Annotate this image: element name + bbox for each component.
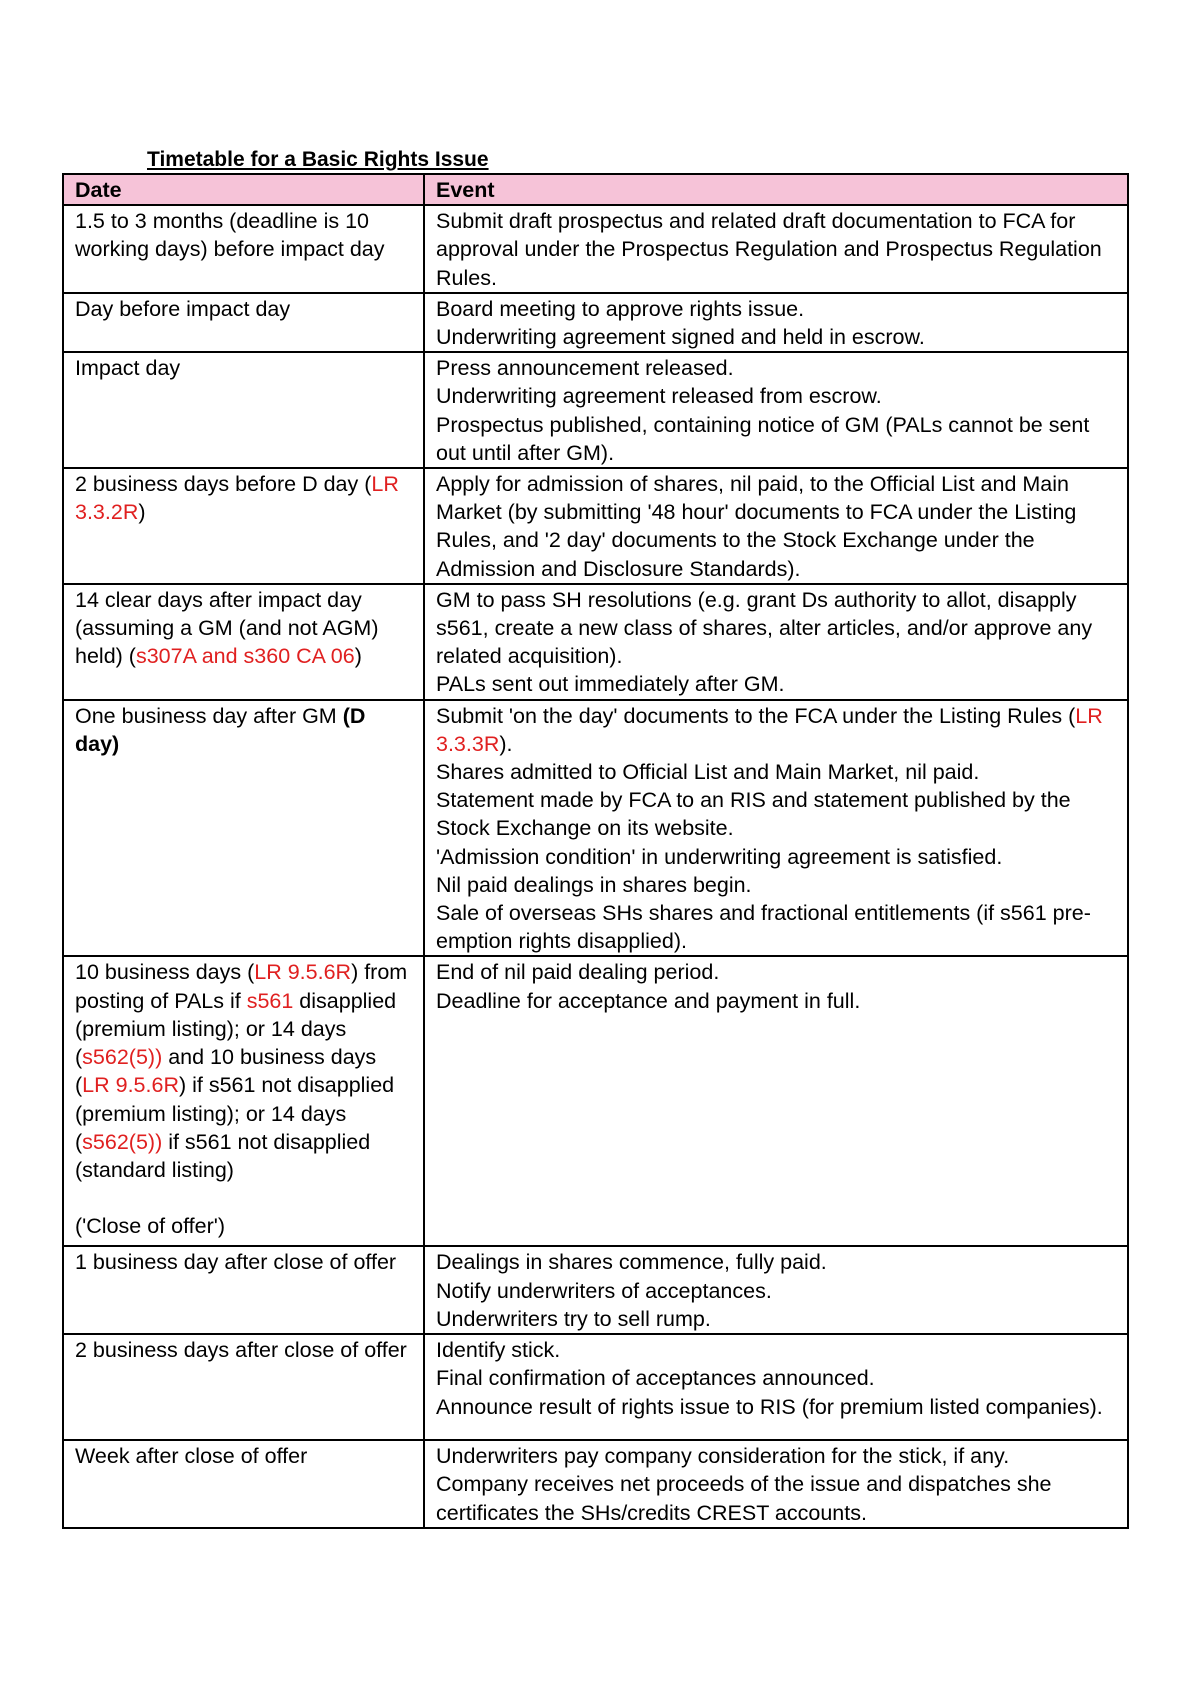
event-line: Identify stick.	[436, 1338, 561, 1363]
event-cell	[424, 1440, 1128, 1528]
event-cell	[424, 584, 1128, 700]
event-cell	[424, 293, 1128, 352]
event-line: Deadline for acceptance and payment in full.	[436, 988, 861, 1013]
legal-reference: s561	[246, 988, 294, 1013]
legal-reference: LR 3.3.3R	[436, 703, 1103, 756]
text-segment: )	[138, 500, 146, 525]
event-cell	[424, 468, 1128, 584]
text-segment: Submit 'on the day' documents to the FCA under the Listing Rules (	[436, 703, 1076, 728]
event-line: Statement made by FCA to an RIS and statement published by the Stock Exchange on its website.	[436, 788, 1071, 841]
event-line: Announce result of rights issue to RIS (for premium listed companies).	[436, 1394, 1103, 1419]
emphasis-text: (D day)	[75, 703, 366, 756]
table-header-row	[63, 174, 1128, 205]
event-line: Submit draft prospectus and related draft documentation to FCA for approval under the Prospectus Regulation and Prospectus Regulation Rules.	[436, 209, 1102, 290]
table-row	[63, 1440, 1128, 1528]
text-segment: ) from posting of PALs if	[75, 960, 408, 1013]
text-segment: 2 business days before D day (	[75, 472, 372, 497]
text-segment: ).	[499, 731, 513, 756]
event-line: Underwriting agreement signed and held in escrow.	[436, 325, 925, 350]
legal-reference: LR 9.5.6R	[254, 960, 352, 985]
text-segment: and 10 business days (	[75, 1045, 377, 1098]
legal-reference: LR 9.5.6R	[82, 1073, 179, 1098]
header-event: Event	[424, 174, 1128, 205]
event-cell	[424, 1246, 1128, 1334]
table-row	[63, 956, 1128, 1246]
table-row	[63, 584, 1128, 700]
event-cell	[424, 352, 1128, 468]
event-line: Press announcement released.	[436, 356, 734, 381]
text-segment: Impact day	[75, 356, 181, 381]
event-line: Dealings in shares commence, fully paid.	[436, 1250, 827, 1275]
text-segment: Day before impact day	[75, 296, 291, 321]
event-cell	[424, 1334, 1128, 1440]
date-cell	[63, 1334, 424, 1440]
legal-reference: LR 3.3.2R	[75, 472, 399, 525]
event-line: Underwriters try to sell rump.	[436, 1306, 711, 1331]
table-row	[63, 205, 1128, 293]
table-row	[63, 1246, 1128, 1334]
text-segment: ) if s561 not disapplied (premium listing); or 14 days (	[75, 1073, 395, 1154]
date-cell	[63, 1440, 424, 1528]
date-note: ('Close of offer')	[75, 1214, 226, 1239]
date-cell	[63, 293, 424, 352]
text-segment: 10 business days (	[75, 960, 255, 985]
event-line: Nil paid dealings in shares begin.	[436, 872, 752, 897]
event-line: PALs sent out immediately after GM.	[436, 672, 785, 697]
legal-reference: s307A and s360 CA 06	[135, 644, 355, 669]
event-line: Sale of overseas SHs shares and fractional entitlements (if s561 pre-emption rights disapplied).	[436, 901, 1091, 954]
date-cell	[63, 1246, 424, 1334]
event-line: Company receives net proceeds of the issue and dispatches she certificates the SHs/credits CREST accounts.	[436, 1472, 1052, 1525]
event-line: Apply for admission of shares, nil paid, to the Official List and Main Market (by submitting '48 hour' documents to FCA under the Listing Rules, and '2 day' documents to the Stock Exchange under the Admission and Disclosure Standards).	[436, 472, 1077, 581]
event-line: Shares admitted to Official List and Main Market, nil paid.	[436, 760, 980, 785]
event-cell	[424, 956, 1128, 1246]
table-row	[63, 700, 1128, 957]
table-row	[63, 293, 1128, 352]
event-line	[436, 702, 1117, 758]
text-segment: 1 business day after close of offer	[75, 1250, 397, 1275]
event-line: Final confirmation of acceptances announced.	[436, 1366, 875, 1391]
legal-reference: s562(5))	[82, 1045, 163, 1070]
table-row	[63, 468, 1128, 584]
header-date: Date	[63, 174, 424, 205]
event-line: Prospectus published, containing notice of GM (PALs cannot be sent out until after GM).	[436, 412, 1090, 465]
event-cell	[424, 205, 1128, 293]
table-row	[63, 1334, 1128, 1440]
text-segment: 2 business days after close of offer	[75, 1338, 407, 1363]
event-line: Underwriting agreement released from escrow.	[436, 384, 882, 409]
date-cell	[63, 352, 424, 468]
event-line: 'Admission condition' in underwriting agreement is satisfied.	[436, 844, 1003, 869]
date-cell	[63, 468, 424, 584]
event-line: Underwriters pay company consideration for the stick, if any.	[436, 1444, 1010, 1469]
event-line: GM to pass SH resolutions (e.g. grant Ds authority to allot, disapply s561, create a new class of shares, alter articles, and/or approve any related acquisition).	[436, 587, 1093, 669]
text-segment: 14 clear days after impact day (assuming a GM (and not AGM) held) (	[75, 587, 379, 669]
date-cell	[63, 205, 424, 293]
date-cell	[63, 700, 424, 957]
text-segment: disapplied (premium listing); or 14 days (	[75, 988, 397, 1070]
event-cell	[424, 700, 1128, 957]
date-cell	[63, 956, 424, 1246]
document-title: Timetable for a Basic Rights Issue	[147, 148, 489, 171]
table-row	[63, 352, 1128, 468]
event-line: Board meeting to approve rights issue.	[436, 296, 805, 321]
event-line: End of nil paid dealing period.	[436, 960, 720, 985]
text-segment: 1.5 to 3 months (deadline is 10 working days) before impact day	[75, 209, 385, 262]
text-segment: One business day after GM	[75, 703, 343, 728]
text-segment: )	[354, 644, 362, 669]
text-segment: if s561 not disapplied (standard listing)	[75, 1129, 371, 1182]
legal-reference: s562(5))	[82, 1129, 163, 1154]
timetable	[62, 173, 1129, 1529]
date-cell	[63, 584, 424, 700]
event-line: Notify underwriters of acceptances.	[436, 1278, 772, 1303]
text-segment: Week after close of offer	[75, 1444, 308, 1469]
